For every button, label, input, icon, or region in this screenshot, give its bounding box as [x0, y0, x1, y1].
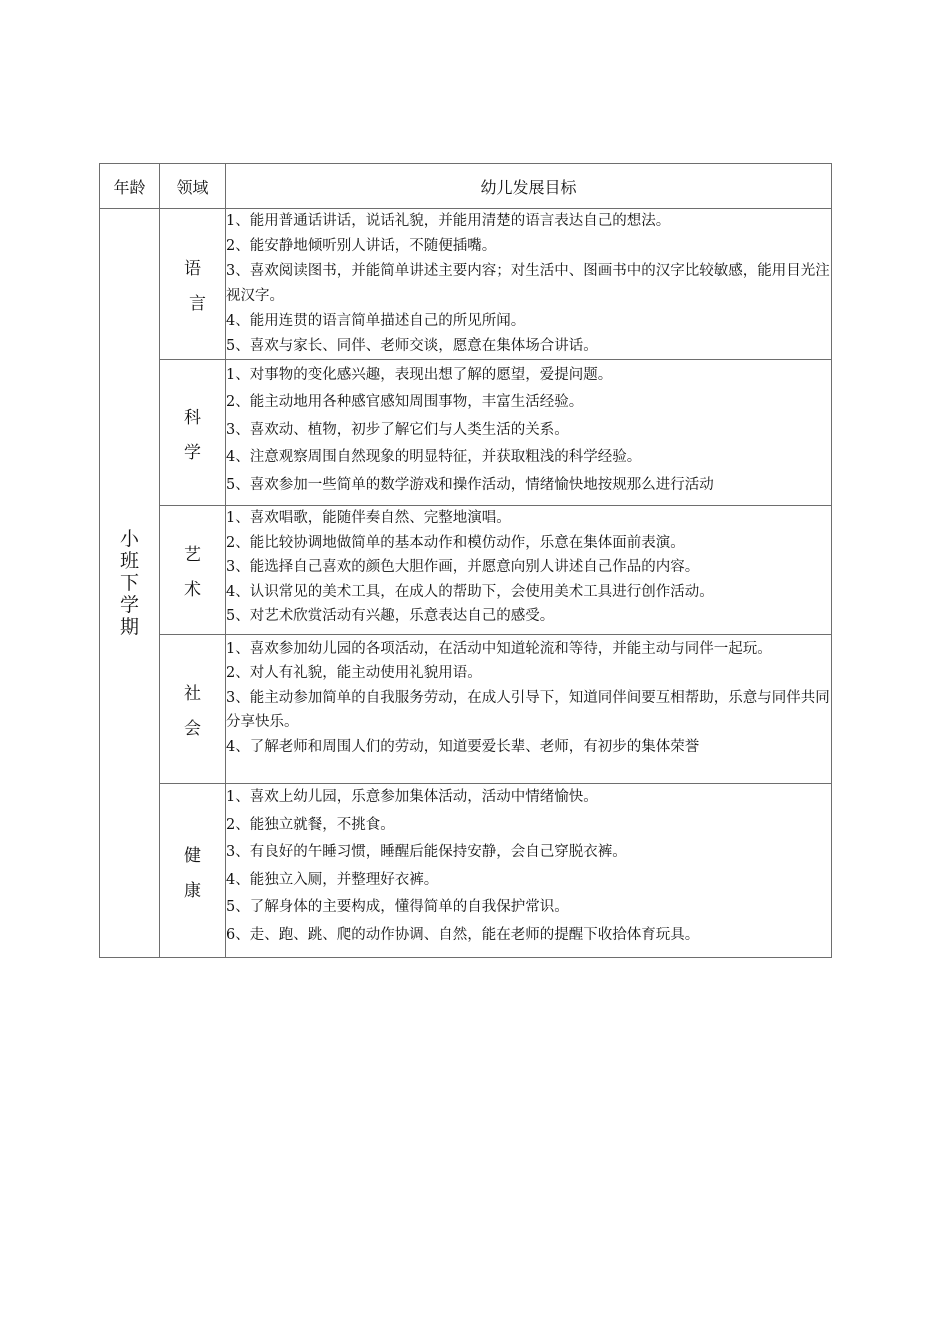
goals-cell-health — [226, 784, 832, 958]
age-group-label: 小班下学期 — [119, 528, 139, 638]
table-row-health — [100, 784, 832, 958]
domain-cell-art — [160, 506, 226, 635]
goal-item: 1、对事物的变化感兴趣，表现出想了解的愿望，爱提问题。 — [226, 366, 613, 383]
domain-char: 术 — [184, 580, 201, 600]
header-row — [100, 164, 832, 209]
domain-char: 艺 — [184, 545, 201, 565]
goals-cell-social — [226, 635, 832, 784]
goal-item: 5、喜欢参加一些简单的数学游戏和操作活动，情绪愉快地按规那么进行活动 — [226, 476, 714, 493]
goal-item: 2、能独立就餐，不挑食。 — [226, 816, 395, 833]
domain-char: 会 — [184, 719, 201, 739]
goal-item: 3、喜欢阅读图书，并能简单讲述主要内容；对生活中、图画书中的汉字比较敏感，能用目光注视汉字。 — [226, 263, 830, 304]
table-row-art — [100, 506, 832, 635]
goal-item: 4、认识常见的美术工具，在成人的帮助下，会使用美术工具进行创作活动。 — [226, 583, 714, 600]
goal-item: 4、能独立入厕，并整理好衣裤。 — [226, 871, 439, 888]
goals-cell-art — [226, 506, 832, 635]
domain-cell-language — [160, 209, 226, 360]
goal-item: 2、对人有礼貌，能主动使用礼貌用语。 — [226, 665, 482, 681]
domain-char: 言 — [189, 294, 206, 314]
domain-char: 语 — [184, 259, 201, 279]
header-domain: 领域 — [160, 164, 226, 209]
domain-char: 科 — [184, 407, 201, 428]
goals-cell-science — [226, 360, 832, 506]
goal-item: 4、能用连贯的语言简单描述自己的所见所闻。 — [226, 313, 526, 329]
goal-item: 5、对艺术欣赏活动有兴趣，乐意表达自己的感受。 — [226, 608, 555, 624]
table-row-science — [100, 360, 832, 506]
goal-item: 3、喜欢动、植物，初步了解它们与人类生活的关系。 — [226, 421, 569, 438]
goal-item: 3、能主动参加简单的自我服务劳动，在成人引导下，知道同伴间要互相帮助，乐意与同伴共同分享快乐。 — [226, 689, 830, 730]
goal-item: 1、喜欢唱歌，能随伴奏自然、完整地演唱。 — [226, 510, 511, 526]
domain-char: 学 — [184, 442, 201, 463]
table-row-social — [100, 635, 832, 784]
age-group-cell — [100, 209, 160, 958]
goal-item: 3、能选择自己喜欢的颜色大胆作画，并愿意向别人讲述自己作品的内容。 — [226, 559, 700, 575]
domain-char: 健 — [184, 845, 201, 866]
goal-item: 4、注意观察周围自然现象的明显特征，并获取粗浅的科学经验。 — [226, 449, 642, 465]
goal-item: 6、走、跑、跳、爬的动作协调、自然，能在老师的提醒下收拾体育玩具。 — [226, 926, 700, 943]
goal-item: 1、喜欢上幼儿园，乐意参加集体活动，活动中情绪愉快。 — [226, 789, 598, 805]
goal-item: 2、能比较协调地做简单的基本动作和模仿动作，乐意在集体面前表演。 — [226, 534, 685, 551]
goal-item: 5、喜欢与家长、同伴、老师交谈，愿意在集体场合讲话。 — [226, 338, 598, 354]
goal-item: 1、喜欢参加幼儿园的各项活动，在活动中知道轮流和等待，并能主动与同伴一起玩。 — [226, 640, 772, 657]
goal-item: 2、能主动地用各种感官感知周围事物，丰富生活经验。 — [226, 394, 584, 410]
header-goals: 幼儿发展目标 — [226, 164, 832, 209]
domain-char: 康 — [184, 880, 201, 901]
domain-char: 社 — [184, 684, 201, 704]
domain-cell-science — [160, 360, 226, 506]
header-age: 年龄 — [100, 164, 160, 209]
table-row-language — [100, 209, 832, 360]
goal-item: 1、能用普通话讲话，说话礼貌，并能用清楚的语言表达自己的想法。 — [226, 213, 671, 229]
domain-cell-social — [160, 635, 226, 784]
domain-cell-health — [160, 784, 226, 958]
goal-item: 5、了解身体的主要构成，懂得简单的自我保护常识。 — [226, 899, 569, 915]
development-goals-table — [99, 163, 832, 958]
goal-item: 2、能安静地倾听别人讲话，不随便插嘴。 — [226, 238, 497, 254]
goal-item: 4、了解老师和周围人们的劳动，知道要爱长辈、老师，有初步的集体荣誉 — [226, 738, 700, 755]
goal-item: 3、有良好的午睡习惯，睡醒后能保持安静，会自己穿脱衣裤。 — [226, 844, 627, 860]
goals-cell-language — [226, 209, 832, 360]
